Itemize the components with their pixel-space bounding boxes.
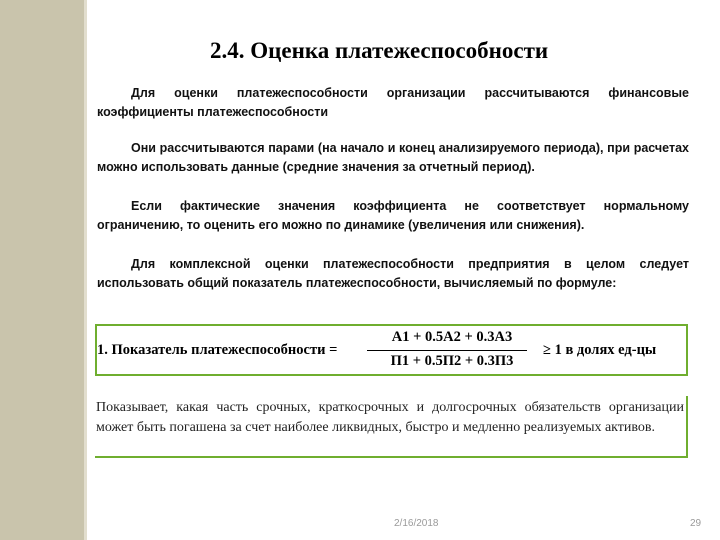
paragraph-2: Они рассчитываются парами (на начало и конец анализируемого периода), при расчетах можно использовать данные (средние значения за отчетный период). <box>97 141 689 174</box>
explanation-box <box>95 396 688 458</box>
paragraph-3: Если фактические значения коэффициента не соответствует нормальному ограничению, то оценить его можно по динамике (увеличения или снижения). <box>97 199 689 232</box>
formula-label: 1. Показатель платежеспособности = <box>97 342 338 358</box>
sidebar-edge <box>84 0 87 540</box>
footer-date: 2/16/2018 <box>394 518 439 529</box>
formula-denominator: П1 + 0.5П2 + 0.3П3 <box>390 353 514 369</box>
slide-number: 29 <box>690 518 702 529</box>
formula-numerator: А1 + 0.5А2 + 0.3А3 <box>391 329 513 345</box>
formula-box <box>95 324 688 376</box>
decorative-sidebar <box>0 0 84 540</box>
fraction-line <box>367 350 527 351</box>
formula-condition: ≥ 1 в долях ед-цы <box>543 342 657 358</box>
paragraph-4: Для комплексной оценки платежеспособности предприятия в целом следует использовать общий показатель платежеспособности, вычисляемый по формуле: <box>97 257 689 290</box>
slide-title: 2.4. Оценка платежеспособности <box>210 38 549 63</box>
explanation-text: Показывает, какая часть срочных, краткосрочных и долгосрочных обязательств организации может быть погашена за счет наиболее ликвидных, быстро и медленно реализуемых активов. <box>96 400 684 435</box>
paragraph-1: Для оценки платежеспособности организации рассчитываются финансовые коэффициенты платежеспособности <box>97 86 689 119</box>
